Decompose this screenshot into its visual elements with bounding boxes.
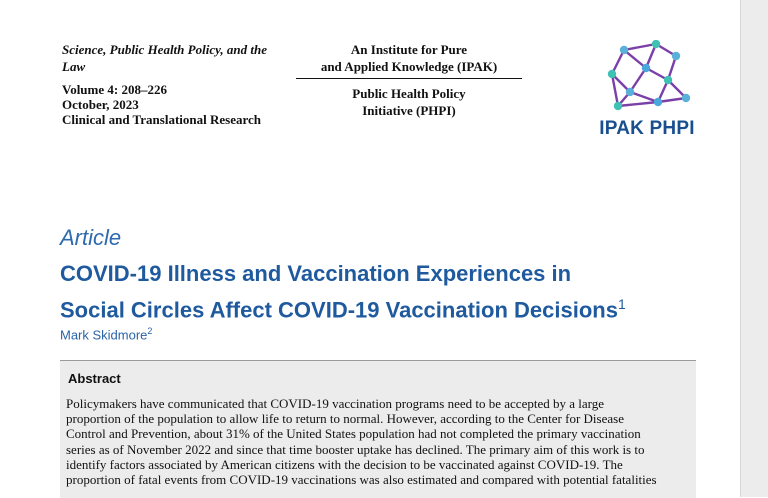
- abstract-body: [66, 396, 694, 487]
- author-footnote-marker[interactable]: 2: [147, 326, 153, 336]
- institute-line-1: An Institute for Pure: [350, 42, 468, 57]
- journal-section: Clinical and Translational Research: [62, 112, 261, 127]
- journal-info: [62, 41, 282, 127]
- institute-line-3: Public Health Policy: [352, 86, 466, 101]
- title-footnote-marker[interactable]: 1: [617, 296, 626, 312]
- institute-divider: [296, 78, 522, 79]
- institute-info: [296, 41, 522, 119]
- right-scroll-gutter: [740, 0, 768, 497]
- author-line: [60, 326, 152, 342]
- institute-line-2: and Applied Knowledge (IPAK): [320, 59, 498, 74]
- abstract-line: proportion of fatal events from COVID-19 vaccinations was also estimated and compared with potential fatalities: [66, 472, 657, 488]
- abstract-section: [60, 360, 696, 498]
- journal-name: Science, Public Health Policy, and the Law: [62, 42, 267, 74]
- logo-wordmark: IPAK PHPI: [599, 118, 695, 139]
- abstract-heading: Abstract: [68, 371, 121, 386]
- ipak-phpi-logo: [588, 40, 708, 140]
- article-title: [60, 259, 710, 325]
- abstract-line: series as of November 2022 and since that time booster uptake has declined. The primary aim of this work is to: [66, 441, 645, 457]
- abstract-line: Control and Prevention, about 31% of the United States population had not completed the primary vaccination: [66, 426, 641, 442]
- abstract-line: identify factors associated by American citizens with the decision to be vaccinated against COVID-19. The: [66, 456, 623, 472]
- title-line-2: [60, 289, 710, 325]
- network-graph-logo-icon: [588, 40, 708, 120]
- institute-line-4: Initiative (PHPI): [362, 103, 456, 118]
- abstract-line: proportion of the population to allow life to return to normal. However, according to the Center for Disease: [66, 411, 624, 427]
- journal-date: October, 2023: [62, 97, 139, 112]
- journal-volume: Volume 4: 208–226: [62, 82, 167, 97]
- abstract-line: Policymakers have communicated that COVID-19 vaccination programs need to be accepted by a large: [66, 396, 604, 411]
- author-name: Mark Skidmore: [60, 327, 148, 343]
- journal-meta: [62, 82, 282, 127]
- title-line-2-text: Social Circles Affect COVID-19 Vaccination Decisions: [60, 297, 618, 323]
- article-type-label: Article: [60, 225, 122, 250]
- title-line-1: COVID-19 Illness and Vaccination Experiences in: [60, 261, 572, 286]
